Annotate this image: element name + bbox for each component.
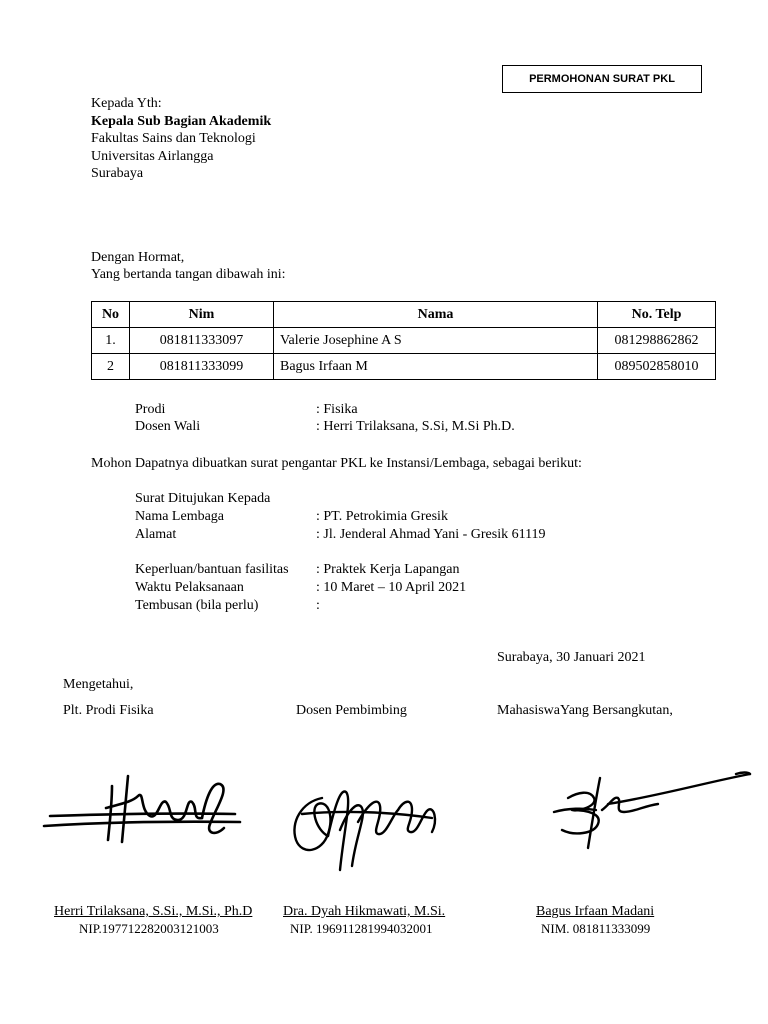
cell-nim: 081811333099	[130, 354, 274, 380]
header-no: No	[92, 302, 130, 328]
destination-heading: Surat Ditujukan Kepada	[135, 491, 271, 506]
keperluan-value: : Praktek Kerja Lapangan	[316, 562, 460, 577]
signatory-2-nip: NIP. 196911281994032001	[290, 921, 433, 936]
recipient-position: Kepala Sub Bagian Akademik	[91, 113, 272, 129]
recipient-address	[91, 95, 271, 183]
cell-nim: 081811333097	[130, 328, 274, 354]
recipient-university: Universitas Airlangga	[91, 148, 214, 164]
prodi-value: : Fisika	[316, 402, 358, 417]
waktu-label: Waktu Pelaksanaan	[135, 580, 244, 595]
salutation: Dengan Hormat,	[91, 250, 185, 265]
signatory-2-name: Dra. Dyah Hikmawati, M.Si.	[283, 904, 446, 919]
prodi-label: Prodi	[135, 402, 166, 417]
cell-nama: Bagus Irfaan M	[274, 354, 598, 380]
student-table	[91, 301, 716, 380]
keperluan-label: Keperluan/bantuan fasilitas	[135, 562, 289, 577]
table-header-row	[92, 302, 716, 328]
lembaga-value: : PT. Petrokimia Gresik	[316, 509, 448, 524]
signatory-3-name: Bagus Irfaan Madani	[536, 904, 655, 919]
alamat-value: : Jl. Jenderal Ahmad Yani - Gresik 61119	[316, 527, 546, 542]
signatory-1-nip: NIP.197712282003121003	[79, 921, 219, 936]
document-title: PERMOHONAN SURAT PKL	[502, 65, 702, 93]
cell-nama: Valerie Josephine A S	[274, 328, 598, 354]
request-text: Mohon Dapatnya dibuatkan surat pengantar PKL ke Instansi/Lembaga, sebagai berikut:	[91, 456, 582, 471]
recipient-city: Surabaya	[91, 166, 144, 181]
signature-1-image	[40, 768, 245, 848]
intro-text: Yang bertanda tangan dibawah ini:	[91, 267, 286, 282]
table-row	[92, 328, 716, 354]
cell-no: 2	[92, 354, 130, 380]
mengetahui-label: Mengetahui,	[63, 677, 134, 692]
tembusan-label: Tembusan (bila perlu)	[135, 598, 259, 613]
header-telp: No. Telp	[598, 302, 716, 328]
lembaga-label: Nama Lembaga	[135, 509, 225, 524]
table-row	[92, 354, 716, 380]
role-prodi: Plt. Prodi Fisika	[63, 703, 154, 718]
cell-no: 1.	[92, 328, 130, 354]
signatory-3-nim: NIM. 081811333099	[541, 921, 651, 936]
dosen-wali-value: : Herri Trilaksana, S.Si, M.Si Ph.D.	[316, 419, 515, 434]
signatory-1-name: Herri Trilaksana, S.Si., M.Si., Ph.D	[54, 904, 253, 919]
recipient-greeting: Kepada Yth:	[91, 96, 162, 111]
header-nama: Nama	[274, 302, 598, 328]
dosen-wali-label: Dosen Wali	[135, 419, 201, 434]
signature-3-image	[548, 768, 753, 853]
signature-2-image	[282, 770, 447, 880]
date-place: Surabaya, 30 Januari 2021	[497, 650, 646, 665]
role-mahasiswa: MahasiswaYang Bersangkutan,	[497, 703, 673, 718]
tembusan-value: :	[316, 598, 320, 613]
recipient-faculty: Fakultas Sains dan Teknologi	[91, 131, 256, 146]
alamat-label: Alamat	[135, 527, 177, 542]
cell-telp: 081298862862	[598, 328, 716, 354]
cell-telp: 089502858010	[598, 354, 716, 380]
header-nim: Nim	[130, 302, 274, 328]
waktu-value: : 10 Maret – 10 April 2021	[316, 580, 467, 595]
role-dosen: Dosen Pembimbing	[296, 703, 407, 718]
